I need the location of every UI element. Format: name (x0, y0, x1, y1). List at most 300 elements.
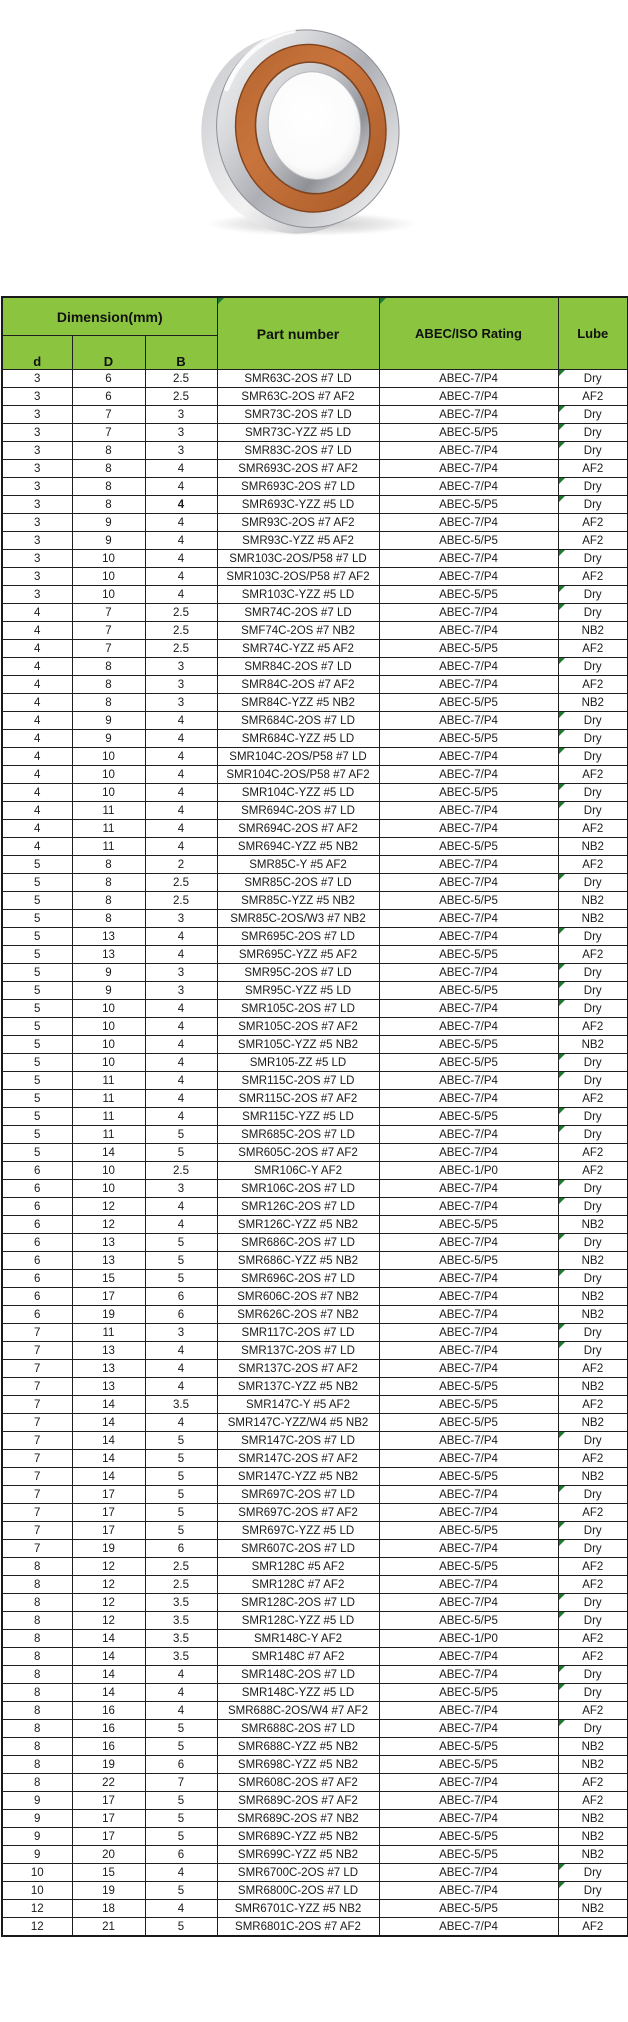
table-row (2, 1360, 628, 1378)
cell-D: 16 (72, 1702, 145, 1720)
corner-marker-icon (559, 1486, 565, 1492)
cell-part-number: SMR95C-2OS #7 LD (217, 964, 379, 982)
cell-rating: ABEC-5/P5 (379, 1612, 558, 1630)
cell-rating: ABEC-5/P5 (379, 1684, 558, 1702)
table-row (2, 640, 628, 658)
cell-part-number: SMR103C-YZZ #5 LD (217, 586, 379, 604)
cell-rating: ABEC-5/P5 (379, 532, 558, 550)
cell-d: 5 (2, 874, 72, 892)
cell-D: 10 (72, 748, 145, 766)
cell-part-number: SMR147C-2OS #7 LD (217, 1432, 379, 1450)
cell-rating: ABEC-7/P4 (379, 856, 558, 874)
corner-marker-icon (559, 496, 565, 502)
cell-D: 8 (72, 694, 145, 712)
cell-d: 6 (2, 1162, 72, 1180)
cell-D: 8 (72, 874, 145, 892)
cell-part-number: SMR137C-2OS #7 LD (217, 1342, 379, 1360)
header-lube: Lube (558, 297, 628, 370)
cell-lube: Dry (558, 982, 628, 1000)
cell-D: 17 (72, 1486, 145, 1504)
cell-part-number: SMR73C-2OS #7 LD (217, 406, 379, 424)
cell-B: 2.5 (145, 388, 217, 406)
cell-rating: ABEC-5/P5 (379, 982, 558, 1000)
cell-rating: ABEC-7/P4 (379, 1882, 558, 1900)
corner-marker-icon (559, 1594, 565, 1600)
cell-part-number: SMR84C-YZZ #5 NB2 (217, 694, 379, 712)
cell-B: 6 (145, 1540, 217, 1558)
cell-D: 17 (72, 1288, 145, 1306)
cell-part-number: SMR697C-2OS #7 LD (217, 1486, 379, 1504)
cell-B: 2.5 (145, 1162, 217, 1180)
cell-rating: ABEC-7/P4 (379, 766, 558, 784)
cell-d: 7 (2, 1540, 72, 1558)
cell-d: 7 (2, 1396, 72, 1414)
cell-lube: AF2 (558, 1018, 628, 1036)
corner-marker-icon (559, 1522, 565, 1528)
cell-d: 7 (2, 1504, 72, 1522)
table-row (2, 928, 628, 946)
cell-d: 9 (2, 1792, 72, 1810)
cell-D: 13 (72, 1252, 145, 1270)
cell-part-number: SMR6800C-2OS #7 LD (217, 1882, 379, 1900)
cell-D: 14 (72, 1468, 145, 1486)
cell-d: 3 (2, 388, 72, 406)
table-row (2, 1666, 628, 1684)
cell-rating: ABEC-5/P5 (379, 1738, 558, 1756)
cell-B: 2.5 (145, 640, 217, 658)
table-row (2, 550, 628, 568)
cell-d: 5 (2, 1108, 72, 1126)
table-row (2, 1648, 628, 1666)
cell-d: 3 (2, 442, 72, 460)
cell-part-number: SMR105C-2OS #7 LD (217, 1000, 379, 1018)
cell-lube: Dry (558, 712, 628, 730)
cell-B: 5 (145, 1810, 217, 1828)
cell-lube: Dry (558, 730, 628, 748)
cell-B: 4 (145, 1108, 217, 1126)
cell-d: 5 (2, 1054, 72, 1072)
cell-rating: ABEC-7/P4 (379, 1450, 558, 1468)
cell-rating: ABEC-7/P4 (379, 406, 558, 424)
cell-B: 3 (145, 964, 217, 982)
cell-B: 4 (145, 730, 217, 748)
table-row (2, 622, 628, 640)
cell-part-number: SMR63C-2OS #7 LD (217, 370, 379, 388)
cell-D: 10 (72, 784, 145, 802)
cell-lube: Dry (558, 1234, 628, 1252)
cell-part-number: SMR95C-YZZ #5 LD (217, 982, 379, 1000)
cell-B: 3 (145, 676, 217, 694)
cell-lube: AF2 (558, 514, 628, 532)
cell-B: 4 (145, 568, 217, 586)
cell-B: 5 (145, 1738, 217, 1756)
table-row (2, 820, 628, 838)
table-row (2, 496, 628, 514)
table-row (2, 1810, 628, 1828)
corner-marker-icon (559, 550, 565, 556)
cell-lube: Dry (558, 748, 628, 766)
cell-part-number: SMR6701C-YZZ #5 NB2 (217, 1900, 379, 1918)
corner-marker-icon (559, 1432, 565, 1438)
table-row (2, 712, 628, 730)
cell-rating: ABEC-5/P5 (379, 730, 558, 748)
cell-rating: ABEC-5/P5 (379, 1414, 558, 1432)
table-row (2, 370, 628, 388)
cell-lube: NB2 (558, 1378, 628, 1396)
cell-D: 12 (72, 1594, 145, 1612)
cell-D: 8 (72, 460, 145, 478)
cell-d: 8 (2, 1594, 72, 1612)
cell-D: 14 (72, 1630, 145, 1648)
cell-D: 8 (72, 658, 145, 676)
corner-marker-icon (559, 370, 565, 376)
cell-B: 4 (145, 712, 217, 730)
cell-lube: Dry (558, 1486, 628, 1504)
cell-D: 9 (72, 730, 145, 748)
cell-lube: Dry (558, 1882, 628, 1900)
cell-rating: ABEC-7/P4 (379, 910, 558, 928)
cell-rating: ABEC-7/P4 (379, 1198, 558, 1216)
cell-D: 14 (72, 1432, 145, 1450)
cell-part-number: SMR698C-YZZ #5 NB2 (217, 1756, 379, 1774)
cell-part-number: SMR148C #7 AF2 (217, 1648, 379, 1666)
cell-part-number: SMR605C-2OS #7 AF2 (217, 1144, 379, 1162)
cell-B: 3 (145, 910, 217, 928)
cell-d: 4 (2, 604, 72, 622)
cell-lube: NB2 (558, 1828, 628, 1846)
cell-rating: ABEC-5/P5 (379, 1900, 558, 1918)
cell-D: 12 (72, 1612, 145, 1630)
cell-d: 5 (2, 928, 72, 946)
table-row (2, 1864, 628, 1882)
table-row (2, 1486, 628, 1504)
cell-part-number: SMR693C-YZZ #5 LD (217, 496, 379, 514)
corner-marker-icon (559, 928, 565, 934)
cell-D: 8 (72, 892, 145, 910)
cell-part-number: SMR93C-YZZ #5 AF2 (217, 532, 379, 550)
cell-B: 2.5 (145, 874, 217, 892)
cell-part-number: SMR117C-2OS #7 LD (217, 1324, 379, 1342)
cell-rating: ABEC-7/P4 (379, 1180, 558, 1198)
cell-d: 7 (2, 1522, 72, 1540)
cell-part-number: SMR6801C-2OS #7 AF2 (217, 1918, 379, 1937)
cell-D: 14 (72, 1648, 145, 1666)
cell-rating: ABEC-7/P4 (379, 568, 558, 586)
corner-marker-icon (559, 478, 565, 484)
cell-d: 7 (2, 1324, 72, 1342)
cell-B: 3.5 (145, 1630, 217, 1648)
cell-d: 5 (2, 1072, 72, 1090)
cell-lube: NB2 (558, 1216, 628, 1234)
cell-part-number: SMR148C-2OS #7 LD (217, 1666, 379, 1684)
cell-d: 4 (2, 748, 72, 766)
cell-d: 3 (2, 586, 72, 604)
cell-lube: AF2 (558, 532, 628, 550)
cell-D: 7 (72, 640, 145, 658)
cell-lube: AF2 (558, 820, 628, 838)
cell-d: 7 (2, 1450, 72, 1468)
table-row (2, 838, 628, 856)
table-row (2, 1594, 628, 1612)
cell-d: 12 (2, 1918, 72, 1937)
cell-lube: Dry (558, 1270, 628, 1288)
cell-B: 2.5 (145, 604, 217, 622)
cell-rating: ABEC-5/P5 (379, 1846, 558, 1864)
cell-d: 6 (2, 1270, 72, 1288)
cell-d: 3 (2, 460, 72, 478)
cell-d: 5 (2, 892, 72, 910)
cell-lube: NB2 (558, 1846, 628, 1864)
table-row (2, 1504, 628, 1522)
corner-marker-icon (559, 1864, 565, 1870)
header-rating (379, 297, 558, 370)
cell-D: 9 (72, 964, 145, 982)
cell-d: 3 (2, 550, 72, 568)
table-row (2, 1882, 628, 1900)
cell-d: 4 (2, 802, 72, 820)
cell-d: 10 (2, 1882, 72, 1900)
cell-rating: ABEC-7/P4 (379, 1540, 558, 1558)
cell-B: 4 (145, 1360, 217, 1378)
cell-D: 7 (72, 604, 145, 622)
cell-lube: NB2 (558, 1288, 628, 1306)
cell-D: 19 (72, 1882, 145, 1900)
table-row (2, 1522, 628, 1540)
cell-lube: NB2 (558, 838, 628, 856)
cell-B: 4 (145, 478, 217, 496)
cell-B: 6 (145, 1288, 217, 1306)
table-row (2, 1054, 628, 1072)
cell-rating: ABEC-7/P4 (379, 1288, 558, 1306)
cell-d: 12 (2, 1900, 72, 1918)
table-row (2, 1576, 628, 1594)
cell-D: 10 (72, 1000, 145, 1018)
cell-rating: ABEC-7/P4 (379, 442, 558, 460)
cell-B: 4 (145, 1198, 217, 1216)
cell-rating: ABEC-7/P4 (379, 1666, 558, 1684)
corner-marker-icon (559, 1108, 565, 1114)
cell-lube: AF2 (558, 640, 628, 658)
cell-rating: ABEC-7/P4 (379, 1342, 558, 1360)
cell-d: 4 (2, 712, 72, 730)
cell-B: 3.5 (145, 1612, 217, 1630)
cell-lube: Dry (558, 1720, 628, 1738)
cell-lube: NB2 (558, 1252, 628, 1270)
table-row (2, 1738, 628, 1756)
cell-d: 9 (2, 1810, 72, 1828)
cell-D: 19 (72, 1306, 145, 1324)
cell-d: 3 (2, 568, 72, 586)
corner-marker-icon (559, 1126, 565, 1132)
cell-D: 14 (72, 1684, 145, 1702)
cell-lube: NB2 (558, 1738, 628, 1756)
header-D: D (72, 336, 145, 370)
cell-D: 10 (72, 1018, 145, 1036)
cell-lube: Dry (558, 1684, 628, 1702)
table-row (2, 1684, 628, 1702)
corner-marker-icon (559, 1342, 565, 1348)
cell-d: 7 (2, 1486, 72, 1504)
cell-part-number: SMR147C-2OS #7 AF2 (217, 1450, 379, 1468)
cell-D: 7 (72, 406, 145, 424)
corner-marker-icon (380, 298, 386, 304)
cell-d: 8 (2, 1702, 72, 1720)
cell-lube: NB2 (558, 622, 628, 640)
table-row (2, 856, 628, 874)
cell-d: 3 (2, 532, 72, 550)
cell-part-number: SMR693C-2OS #7 LD (217, 478, 379, 496)
cell-D: 6 (72, 388, 145, 406)
cell-D: 10 (72, 1162, 145, 1180)
cell-D: 13 (72, 1378, 145, 1396)
cell-rating: ABEC-5/P5 (379, 586, 558, 604)
cell-B: 5 (145, 1720, 217, 1738)
cell-d: 4 (2, 730, 72, 748)
cell-lube: AF2 (558, 676, 628, 694)
cell-B: 3 (145, 424, 217, 442)
table-row (2, 1378, 628, 1396)
cell-d: 8 (2, 1720, 72, 1738)
cell-part-number: SMR74C-YZZ #5 AF2 (217, 640, 379, 658)
table-row (2, 1756, 628, 1774)
table-row (2, 1126, 628, 1144)
cell-d: 8 (2, 1630, 72, 1648)
table-row (2, 910, 628, 928)
cell-lube: Dry (558, 784, 628, 802)
cell-rating: ABEC-7/P4 (379, 1072, 558, 1090)
cell-d: 3 (2, 478, 72, 496)
cell-lube: NB2 (558, 1756, 628, 1774)
cell-lube: NB2 (558, 892, 628, 910)
cell-lube: AF2 (558, 568, 628, 586)
cell-rating: ABEC-7/P4 (379, 1018, 558, 1036)
cell-lube: AF2 (558, 1918, 628, 1937)
cell-D: 17 (72, 1828, 145, 1846)
corner-marker-icon (559, 424, 565, 430)
cell-D: 11 (72, 820, 145, 838)
cell-D: 11 (72, 1108, 145, 1126)
cell-rating: ABEC-7/P4 (379, 1270, 558, 1288)
cell-d: 7 (2, 1378, 72, 1396)
cell-d: 4 (2, 820, 72, 838)
cell-part-number: SMR128C-YZZ #5 LD (217, 1612, 379, 1630)
cell-part-number: SMR686C-2OS #7 LD (217, 1234, 379, 1252)
corner-marker-icon (559, 1324, 565, 1330)
corner-marker-icon (559, 1612, 565, 1618)
cell-D: 11 (72, 838, 145, 856)
cell-d: 8 (2, 1684, 72, 1702)
cell-rating: ABEC-7/P4 (379, 370, 558, 388)
cell-part-number: SMR697C-YZZ #5 LD (217, 1522, 379, 1540)
table-body (2, 370, 628, 1937)
cell-part-number: SMR63C-2OS #7 AF2 (217, 388, 379, 406)
table-row (2, 1918, 628, 1937)
cell-B: 5 (145, 1432, 217, 1450)
cell-d: 5 (2, 1000, 72, 1018)
cell-lube: AF2 (558, 1162, 628, 1180)
cell-rating: ABEC-7/P4 (379, 1810, 558, 1828)
cell-rating: ABEC-7/P4 (379, 676, 558, 694)
cell-lube: AF2 (558, 1396, 628, 1414)
cell-lube: Dry (558, 1864, 628, 1882)
cell-part-number: SMR103C-2OS/P58 #7 LD (217, 550, 379, 568)
corner-marker-icon (559, 442, 565, 448)
corner-marker-icon (559, 712, 565, 718)
cell-part-number: SMR695C-2OS #7 LD (217, 928, 379, 946)
cell-lube: AF2 (558, 946, 628, 964)
table-row (2, 766, 628, 784)
cell-d: 4 (2, 676, 72, 694)
cell-d: 3 (2, 424, 72, 442)
cell-B: 4 (145, 820, 217, 838)
corner-marker-icon (559, 1720, 565, 1726)
table-row (2, 1828, 628, 1846)
cell-B: 4 (145, 838, 217, 856)
cell-lube: Dry (558, 1540, 628, 1558)
cell-rating: ABEC-7/P4 (379, 622, 558, 640)
table-row (2, 514, 628, 532)
cell-lube: AF2 (558, 1558, 628, 1576)
cell-rating: ABEC-7/P4 (379, 388, 558, 406)
cell-d: 8 (2, 1648, 72, 1666)
cell-D: 13 (72, 1234, 145, 1252)
table-row (2, 604, 628, 622)
cell-part-number: SMR85C-YZZ #5 NB2 (217, 892, 379, 910)
cell-D: 8 (72, 910, 145, 928)
table-row (2, 748, 628, 766)
table-row (2, 1450, 628, 1468)
table-row (2, 1162, 628, 1180)
cell-lube: NB2 (558, 910, 628, 928)
cell-part-number: SMR84C-2OS #7 AF2 (217, 676, 379, 694)
cell-B: 5 (145, 1828, 217, 1846)
cell-rating: ABEC-7/P4 (379, 1090, 558, 1108)
cell-D: 13 (72, 928, 145, 946)
corner-marker-icon (559, 604, 565, 610)
cell-d: 4 (2, 766, 72, 784)
bearing-product-photo (134, 2, 504, 244)
table-row (2, 586, 628, 604)
cell-lube: Dry (558, 1180, 628, 1198)
cell-d: 3 (2, 496, 72, 514)
cell-B: 4 (145, 1000, 217, 1018)
cell-part-number: SMR73C-YZZ #5 LD (217, 424, 379, 442)
cell-D: 7 (72, 622, 145, 640)
cell-B: 4 (145, 1072, 217, 1090)
table-row (2, 1630, 628, 1648)
cell-B: 5 (145, 1792, 217, 1810)
cell-rating: ABEC-7/P4 (379, 1486, 558, 1504)
cell-part-number: SMR694C-YZZ #5 NB2 (217, 838, 379, 856)
cell-B: 5 (145, 1504, 217, 1522)
cell-d: 5 (2, 856, 72, 874)
cell-B: 5 (145, 1918, 217, 1937)
cell-part-number: SMR696C-2OS #7 LD (217, 1270, 379, 1288)
cell-part-number: SMR104C-2OS/P58 #7 AF2 (217, 766, 379, 784)
cell-rating: ABEC-5/P5 (379, 1036, 558, 1054)
cell-D: 22 (72, 1774, 145, 1792)
cell-D: 10 (72, 1054, 145, 1072)
cell-part-number: SMR85C-Y #5 AF2 (217, 856, 379, 874)
corner-marker-icon (559, 1054, 565, 1060)
cell-rating: ABEC-7/P4 (379, 1144, 558, 1162)
corner-marker-icon (559, 406, 565, 412)
header-d: d (2, 336, 72, 370)
header-B: B (145, 336, 217, 370)
cell-rating: ABEC-5/P5 (379, 1828, 558, 1846)
cell-d: 5 (2, 1036, 72, 1054)
cell-rating: ABEC-5/P5 (379, 1252, 558, 1270)
